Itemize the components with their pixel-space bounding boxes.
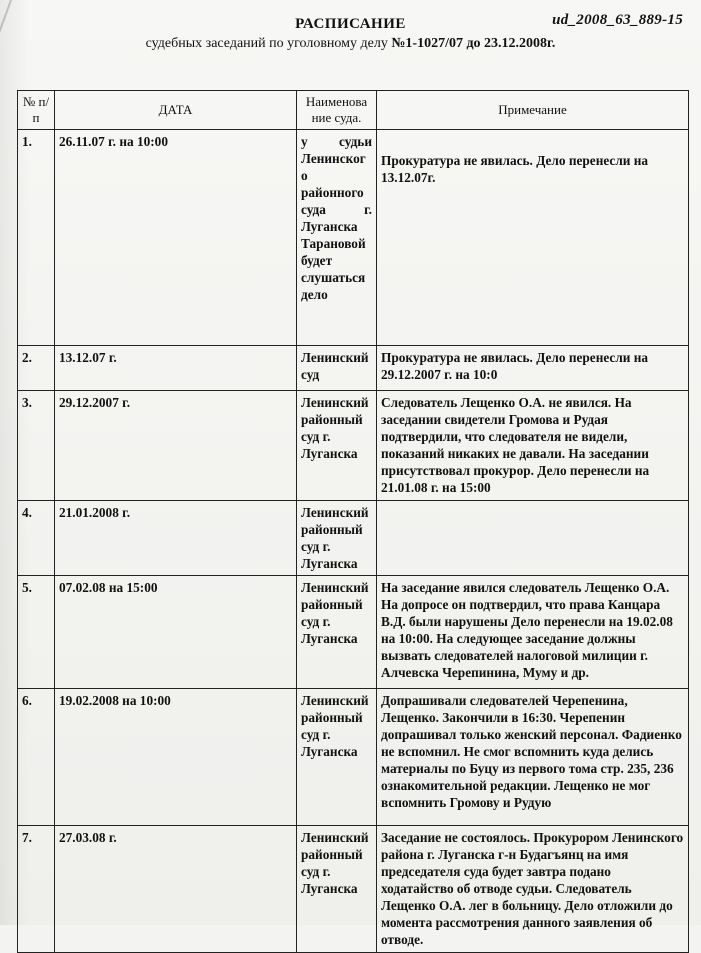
row-court: Ленинский районный суд г. Луганска (297, 501, 377, 576)
row-date: 27.03.08 г. (55, 826, 297, 953)
note-text: На заседание явился следователь Лещенко О.А. На допросе он подтвердил, что права Канцара В.Д. (381, 580, 670, 629)
row-note (377, 501, 689, 576)
header-num: № п/п (18, 91, 55, 130)
row-num: 2. (18, 346, 55, 391)
subtitle-prefix: судебных заседаний по уголовному делу (145, 36, 392, 51)
row-note (377, 576, 689, 689)
row-court: у судьи Ленинског о районного суда г. Луганска Тарановой будет слушаться дело (297, 130, 377, 346)
document-title: РАСПИСАНИЕ (295, 16, 406, 32)
table-row (18, 501, 689, 576)
row-court: Ленинский районный суд г. Луганска (297, 826, 377, 953)
schedule-table (17, 90, 689, 953)
row-date: 19.02.2008 на 10:00 (55, 689, 297, 826)
table-header-row (18, 91, 689, 130)
table-row (18, 826, 689, 953)
note-text: Лещенко не мог вспомнить Громову и Рудую (381, 778, 651, 810)
row-court: Ленинский районный суд г. Луганска (297, 391, 377, 501)
row-court: Ленинский суд (297, 346, 377, 391)
table-row (18, 130, 689, 346)
row-date: 21.01.2008 г. (55, 501, 297, 576)
note-emphasis: ознакомительной редакции. (381, 778, 551, 793)
row-num: 1. (18, 130, 55, 346)
note-text: Допрашивали следователей Черепенина, Лещенко. Закончили в 16:30. Черепенин допрашивал только женский персонал. Фадиенко не вспомнил. Не смог вспомнить куда делись материалы по Буцу из первого тома стр. 235, 236 (381, 693, 682, 776)
row-num: 6. (18, 689, 55, 826)
note-text: Дело перенесли на 19.02.08 на 10:00. На следующее заседание должны вызвать следователей налоговой милиции г. Алчевска Черепинина, Муму и др. (381, 614, 673, 680)
row-court: Ленинский районный суд г. Луганска (297, 576, 377, 689)
subtitle-case-number: №1-1027/07 до 23.12.2008г. (391, 36, 556, 51)
row-court: Ленинский районный суд г. Луганска (297, 689, 377, 826)
row-note: Прокуратура не явилась. Дело перенесли на 29.12.2007 г. на 10:0 (377, 346, 689, 391)
table-row (18, 346, 689, 391)
header-date: ДАТА (55, 91, 297, 130)
row-date: 07.02.08 на 15:00 (55, 576, 297, 689)
row-num: 3. (18, 391, 55, 501)
row-date: 13.12.07 г. (55, 346, 297, 391)
row-date: 29.12.2007 г. (55, 391, 297, 501)
row-note: Следователь Лещенко О.А. не явился. На заседании свидетели Громова и Рудая подтвердили, что следователя не видели, показаний никаких не давали. На заседании присутствовал прокурор. Дело перенесли на 21.01.08 г. на 15:00 (377, 391, 689, 501)
row-note: Прокуратура не явилась. Дело перенесли на 13.12.07г. (377, 130, 689, 346)
document-id: ud_2008_63_889-15 (552, 12, 683, 28)
row-num: 5. (18, 576, 55, 689)
note-emphasis: суда будет завтра (463, 864, 567, 879)
row-num: 4. (18, 501, 55, 576)
row-date: 26.11.07 г. на 10:00 (55, 130, 297, 346)
note-text: подано ходатайство об отводе судьи. Следователь Лещенко О.А. лег в больницу. Дело отложили до момента рассмотрения данного заявления об отводе. (381, 864, 673, 947)
row-note (377, 689, 689, 826)
document-subtitle (0, 36, 701, 52)
note-text: Заседание не состоялось. Прокурором Ленинского района г. Луганска г-н Будагъянц на имя председателя (381, 830, 684, 879)
header-note: Примечание (377, 91, 689, 130)
note-emphasis: были нарушены (409, 614, 508, 629)
row-num: 7. (18, 826, 55, 953)
header-court: Наименова ние суда. (297, 91, 377, 130)
row-note (377, 826, 689, 953)
table-row (18, 689, 689, 826)
table-row (18, 576, 689, 689)
table-row (18, 391, 689, 501)
